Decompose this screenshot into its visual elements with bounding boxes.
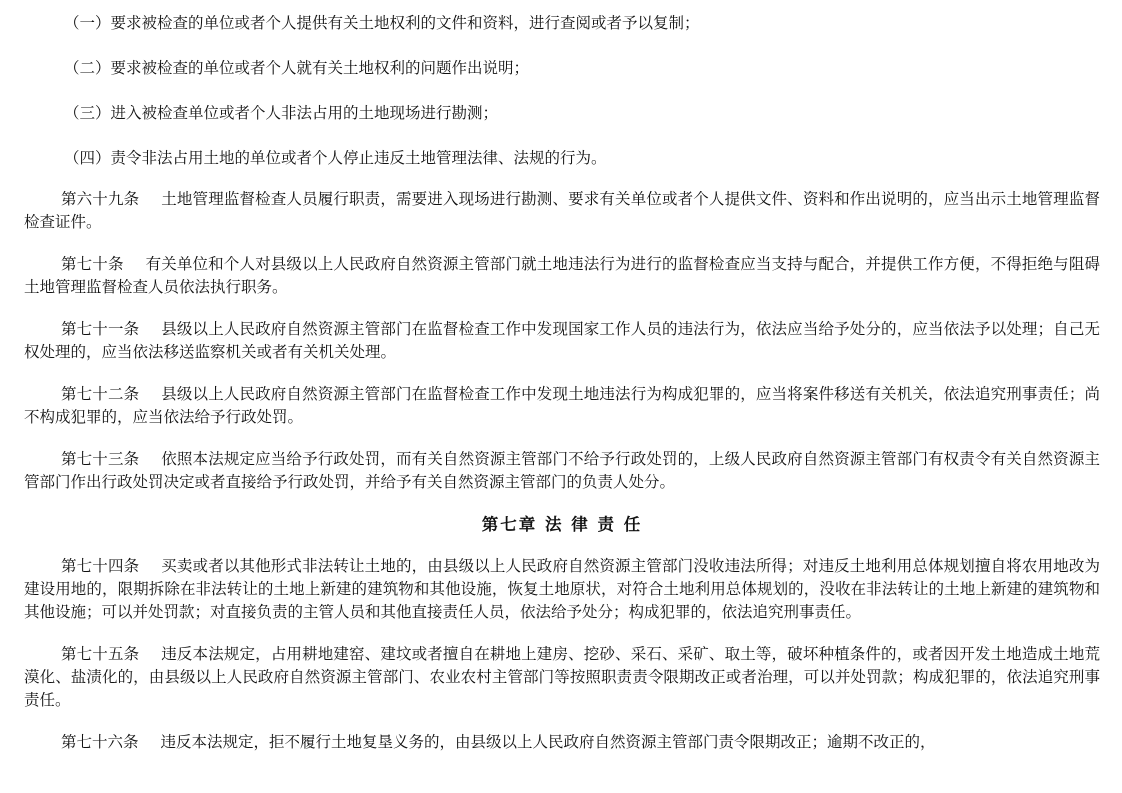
list-item: （四）责令非法占用土地的单位或者个人停止违反土地管理法律、法规的行为。 xyxy=(64,149,607,167)
article-71 xyxy=(24,318,1100,364)
article-number: 第七十六条 xyxy=(61,733,139,751)
article-text: 有关单位和个人对县级以上人民政府自然资源主管部门就土地违法行为进行的监督检查应当支持与配合，并提供工作方便，不得拒绝与阻碍土地管理监督检查人员依法执行职务。 xyxy=(24,255,1100,296)
article-76 xyxy=(24,731,1100,754)
article-text: 土地管理监督检查人员履行职责，需要进入现场进行勘测、要求有关单位或者个人提供文件、资料和作出说明的，应当出示土地管理监督检查证件。 xyxy=(24,190,1100,231)
article-number: 第七十一条 xyxy=(61,320,140,338)
article-73 xyxy=(24,448,1100,494)
article-74 xyxy=(24,555,1100,624)
article-69 xyxy=(24,188,1100,234)
document-page xyxy=(24,8,1100,773)
article-72 xyxy=(24,383,1100,429)
list-item: （三）进入被检查单位或者个人非法占用的土地现场进行勘测； xyxy=(64,104,499,122)
article-text: 依照本法规定应当给予行政处罚，而有关自然资源主管部门不给予行政处罚的，上级人民政府自然资源主管部门有权责令有关自然资源主管部门作出行政处罚决定或者直接给予行政处罚，并给予有关自然资源主管部门的负责人处分。 xyxy=(24,450,1100,491)
article-number: 第七十三条 xyxy=(61,450,140,468)
article-75 xyxy=(24,643,1100,712)
article-number: 第七十四条 xyxy=(61,557,140,575)
article-number: 第七十五条 xyxy=(61,645,140,663)
article-70 xyxy=(24,253,1100,299)
article-text: 违反本法规定，拒不履行土地复垦义务的，由县级以上人民政府自然资源主管部门责令限期改正；逾期不改正的， xyxy=(160,733,936,751)
article-text: 县级以上人民政府自然资源主管部门在监督检查工作中发现国家工作人员的违法行为，依法应当给予处分的，应当依法予以处理；自己无权处理的，应当依法移送监察机关或者有关机关处理。 xyxy=(24,320,1100,361)
article-number: 第六十九条 xyxy=(61,190,140,208)
list-item: （二）要求被检查的单位或者个人就有关土地权利的问题作出说明； xyxy=(64,59,530,77)
article-text: 买卖或者以其他形式非法转让土地的，由县级以上人民政府自然资源主管部门没收违法所得；对违反土地利用总体规划擅自将农用地改为建设用地的，限期拆除在非法转让的土地上新建的建筑物和其他设施，恢复土地原状，对符合土地利用总体规划的，没收在非法转让的土地上新建的建筑物和其他设施；可以并处罚款；对直接负责的主管人员和其他直接责任人员，依法给予处分；构成犯罪的，依法追究刑事责任。 xyxy=(24,557,1100,621)
list-item: （一）要求被检查的单位或者个人提供有关土地权利的文件和资料，进行查阅或者予以复制； xyxy=(64,14,700,32)
article-text: 县级以上人民政府自然资源主管部门在监督检查工作中发现土地违法行为构成犯罪的，应当将案件移送有关机关，依法追究刑事责任；尚不构成犯罪的，应当依法给予行政处罚。 xyxy=(24,385,1100,426)
chapter-title: 第七章 法 律 责 任 xyxy=(481,515,643,534)
article-number: 第七十条 xyxy=(61,255,124,273)
article-text: 违反本法规定，占用耕地建窑、建坟或者擅自在耕地上建房、挖砂、采石、采矿、取土等，破坏种植条件的，或者因开发土地造成土地荒漠化、盐渍化的，由县级以上人民政府自然资源主管部门、农业农村主管部门等按照职责责令限期改正或者治理，可以并处罚款；构成犯罪的，依法追究刑事责任。 xyxy=(24,645,1100,709)
article-number: 第七十二条 xyxy=(61,385,140,403)
